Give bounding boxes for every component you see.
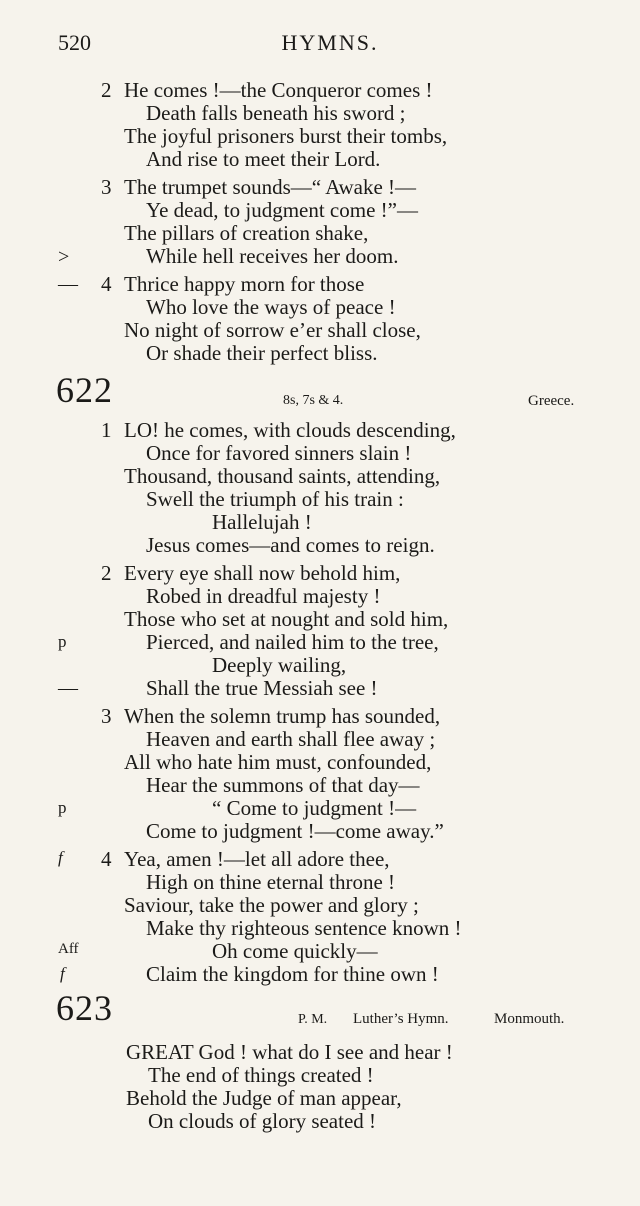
- hymn-line: While hell receives her doom.: [146, 244, 399, 268]
- hymn-number: 623: [56, 988, 113, 1028]
- verse-number: 3: [101, 175, 112, 199]
- hymn-line: Or shade their perfect bliss.: [146, 341, 378, 365]
- hymn-line: The trumpet sounds—“ Awake !—: [124, 175, 417, 199]
- hymn-number: 622: [56, 370, 113, 410]
- verse-number: 3: [101, 704, 112, 728]
- dynamic-mark: >: [58, 246, 70, 268]
- hymn-line: And rise to meet their Lord.: [146, 147, 381, 171]
- dynamic-mark: p: [58, 798, 67, 817]
- hymn-line: Make thy righteous sentence known !: [146, 916, 462, 940]
- hymn-line: “ Come to judgment !—: [212, 796, 417, 820]
- hymn-line: Jesus comes—and comes to reign.: [146, 533, 435, 557]
- hymn-line: When the solemn trump has sounded,: [124, 704, 441, 728]
- hymn-line: No night of sorrow e’er shall close,: [124, 318, 421, 342]
- hymn-line: Pierced, and nailed him to the tree,: [146, 630, 439, 654]
- hymn-line: Yea, amen !—let all adore thee,: [124, 847, 390, 871]
- dynamic-mark: —: [58, 677, 78, 699]
- hymn-line: GREAT God ! what do I see and hear !: [126, 1040, 453, 1064]
- page-number: 520: [58, 30, 91, 55]
- verse-number: 1: [101, 418, 112, 442]
- verse-number: 2: [101, 78, 112, 102]
- hymn-line: Every eye shall now behold him,: [124, 561, 401, 585]
- hymn-line: Oh come quickly—: [212, 939, 378, 963]
- dynamic-mark: Aff: [58, 941, 79, 957]
- hymn-line: Those who set at nought and sold him,: [124, 607, 449, 631]
- hymn-meter: P. M.: [298, 1012, 328, 1027]
- hymn-line: The end of things created !: [148, 1063, 374, 1087]
- dynamic-mark: f: [60, 964, 65, 983]
- hymn-title: Luther’s Hymn.: [353, 1011, 449, 1027]
- dynamic-mark: —: [58, 273, 78, 295]
- hymn-line: Claim the kingdom for thine own !: [146, 962, 439, 986]
- hymn-line: Ye dead, to judgment come !”—: [146, 198, 418, 222]
- hymn-line: All who hate him must, confounded,: [124, 750, 432, 774]
- hymn-tune: Monmouth.: [494, 1011, 565, 1027]
- hymn-line: On clouds of glory seated !: [148, 1109, 377, 1133]
- verse-number: 2: [101, 561, 112, 585]
- hymn-meter: 8s, 7s & 4.: [283, 393, 344, 408]
- hymn-line: Thrice happy morn for those: [124, 272, 365, 296]
- hymn-line: Shall the true Messiah see !: [146, 676, 378, 700]
- hymn-line: The joyful prisoners burst their tombs,: [124, 124, 448, 148]
- hymn-line: LO! he comes, with clouds descending,: [124, 418, 456, 442]
- hymn-line: He comes !—the Conqueror comes !: [124, 78, 433, 102]
- hymn-tune: Greece.: [528, 393, 575, 409]
- hymn-line: High on thine eternal throne !: [146, 870, 396, 894]
- hymn-line: Come to judgment !—come away.”: [146, 819, 444, 843]
- verse-number: 4: [101, 272, 112, 296]
- dynamic-mark: p: [58, 632, 67, 651]
- hymn-line: Heaven and earth shall flee away ;: [146, 727, 436, 751]
- hymn-line: The pillars of creation shake,: [124, 221, 369, 245]
- hymn-line: Swell the triumph of his train :: [146, 487, 404, 511]
- verse-number: 4: [101, 847, 112, 871]
- hymn-line: Behold the Judge of man appear,: [126, 1086, 402, 1110]
- hymn-line: Thousand, thousand saints, attending,: [124, 464, 441, 488]
- hymn-line: Who love the ways of peace !: [146, 295, 396, 319]
- hymn-line: Hallelujah !: [212, 510, 312, 534]
- hymn-line: Saviour, take the power and glory ;: [124, 893, 419, 917]
- hymn-line: Hear the summons of that day—: [146, 773, 420, 797]
- hymn-line: Deeply wailing,: [212, 653, 347, 677]
- hymn-line: Death falls beneath his sword ;: [146, 101, 406, 125]
- hymn-line: Once for favored sinners slain !: [146, 441, 412, 465]
- running-title: HYMNS.: [281, 30, 379, 55]
- dynamic-mark: f: [58, 848, 63, 867]
- hymn-line: Robed in dreadful majesty !: [146, 584, 381, 608]
